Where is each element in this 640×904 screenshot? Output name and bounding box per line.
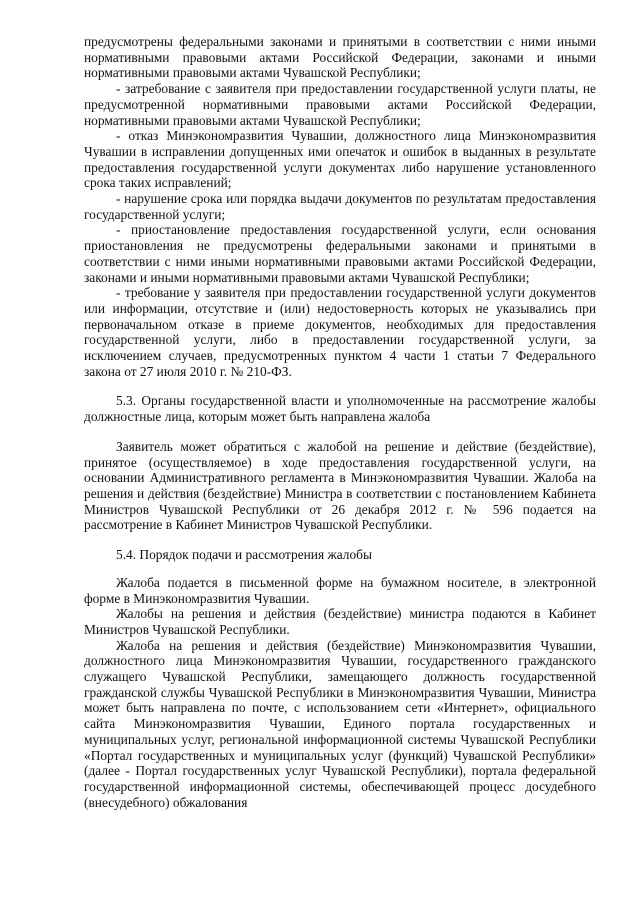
list-item-fee-demand: - затребование с заявителя при предоставлении государственной услуги платы, не предусмотренной нормативными правовыми актами Российской Федерации, нормативными правовыми актами Чувашской Республики; — [84, 81, 596, 128]
document-body — [84, 34, 596, 810]
section-heading-5-4: 5.4. Порядок подачи и рассмотрения жалобы — [116, 547, 372, 563]
list-item-issue-violation: - нарушение срока или порядка выдачи документов по результатам предоставления государственной услуги; — [84, 191, 596, 222]
list-item-correction-refusal: - отказ Минэкономразвития Чувашии, должностного лица Минэкономразвития Чувашии в исправлении допущенных ими опечаток и ошибок в выданных в результате предоставления государственной услуги документах либо нарушение установленного срока таких исправлений; — [84, 128, 596, 191]
paragraph-appeal-right: Заявитель может обратиться с жалобой на решение и действие (бездействие), принятое (осуществляемое) в ходе предоставления государственной услуги, на основании Административного регламента в Минэкономразвития Чувашии. Жалоба на решения и действия (бездействие) Министра в соответствии с постановлением Кабинета Министров Чувашской Республики от 26 декабря 2012 г. № 596 подается на рассмотрение в Кабинет Министров Чувашской Республики. — [84, 438, 596, 533]
paragraph-continuation: предусмотрены федеральными законами и принятыми в соответствии с ними иными нормативными правовыми актами Российской Федерации, законами и иными нормативными правовыми актами Чувашской Республики; — [84, 34, 596, 81]
paragraph-submission-form: Жалоба подается в письменной форме на бумажном носителе, в электронной форме в Минэкономразвития Чувашии. — [84, 574, 596, 606]
section-heading-5-3: 5.3. Органы государственной власти и уполномоченные на рассмотрение жалобы должностные лица, которым может быть направлена жалоба — [84, 393, 596, 425]
paragraph-minister-appeals: Жалобы на решения и действия (бездействие) министра подаются в Кабинет Министров Чувашской Республики. — [84, 606, 596, 637]
list-item-suspension: - приостановление предоставления государственной услуги, если основания приостановления не предусмотрены федеральными законами и принятыми в соответствии с ними иными нормативными правовыми актами Российской Федерации, законами и иными нормативными правовыми актами Чувашской Республики; — [84, 222, 596, 285]
list-item-document-requirement: - требование у заявителя при предоставлении государственной услуги документов или информации, отсутствие и (или) недостоверность которых не указывались при первоначальном отказе в приеме документов, необходимых для предоставления государственной услуги, либо в предоставлении государственной услуги, за исключением случаев, предусмотренных пунктом 4 части 1 статьи 7 Федерального закона от 27 июля 2010 г. № 210-ФЗ. — [84, 285, 596, 379]
paragraph-submission-channels: Жалоба на решения и действия (бездействие) Минэкономразвития Чувашии, должностного лица Минэкономразвития Чувашии, государственного гражданского служащего Чувашской Республики, замещающего должность государственной гражданской службы Чувашской Республики в Минэкономразвития Чувашии, Министра может быть направлена по почте, с использованием сети «Интернет», официального сайта Минэкономразвития Чувашии, Единого портала государственных и муниципальных услуг, региональной информационной системы Чувашской Республики «Портал государственных и муниципальных услуг (функций) Чувашской Республики» (далее - Портал государственных услуг Чувашской Республики), портала федеральной государственной информационной системы, обеспечивающей процесс досудебного (внесудебного) обжалования — [84, 637, 596, 810]
